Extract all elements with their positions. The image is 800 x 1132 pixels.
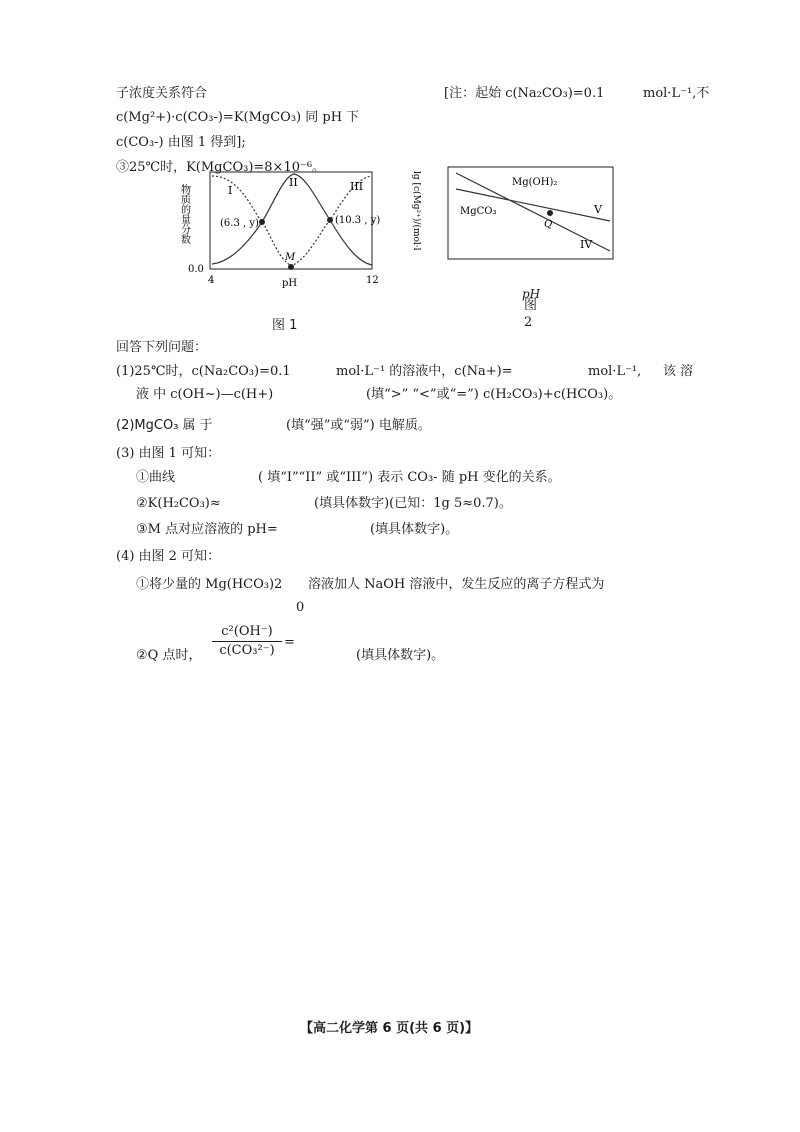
figure2-caption-2: 2: [524, 315, 533, 330]
q4-text: 溶液加人 NaOH 溶液中，发生反应的离子方程式为: [308, 577, 605, 592]
figure2-label-mgoh2: Mg(OH)₂: [512, 177, 558, 188]
note-text: [注：起始 c(Na₂CO₃)=0.1: [444, 86, 605, 101]
figure1-point-m: [288, 264, 294, 270]
q3-text: (填具体数字)。: [370, 522, 459, 537]
page-footer: 【高二化学第 6 页(共 6 页)】: [300, 1021, 479, 1036]
q3-text: ①曲线: [136, 470, 176, 485]
figure1-point-6.3: [259, 219, 265, 225]
q1-text: (填“>” “<”或“=”) c(H₂CO₃)+c(HCO₃)。: [366, 387, 622, 402]
q3-text: ③M 点对应溶液的 pH=: [136, 522, 278, 537]
figure2-caption-1: 图: [524, 298, 538, 313]
q1-text: mol·L⁻¹,: [588, 364, 642, 379]
figure2-xlabel: pH: [522, 287, 541, 301]
text-line: c(Mg²+)·c(CO₃-)=K(MgCO₃) 同 pH 下: [116, 110, 360, 125]
figure1-caption: 图 1: [272, 318, 298, 333]
q2-text: (填“强”或“弱”) 电解质。: [286, 418, 431, 433]
q4-text: ①将少量的 Mg(HCO₃)2: [136, 577, 283, 592]
fraction-numerator: c²(OH⁻): [221, 624, 273, 639]
figure1-label-iii: III: [350, 180, 364, 193]
q4-text: (填具体数字)。: [356, 648, 445, 663]
figure1-y-min: 0.0: [188, 264, 204, 275]
figure1-point-10.3: [327, 217, 333, 223]
q3-text: ( 填“I”“II” 或“III”) 表示 CO₃- 随 pH 变化的关系。: [258, 470, 561, 485]
figure1-chart: [170, 170, 390, 290]
q1-text: 液 中 c(OH~)—c(H+): [136, 387, 274, 402]
q1-text: (1)25℃时，c(Na₂CO₃)=0.1: [116, 364, 291, 379]
figure2-label-v: V: [594, 203, 602, 216]
q3-text: ②K(H₂CO₃)≈: [136, 496, 221, 511]
figure1-x-min: 4: [208, 275, 215, 286]
q2-text: (2)MgCO₃ 属 于: [116, 418, 213, 433]
fraction-equals: =: [284, 635, 295, 650]
figure1-label-ii: II: [289, 176, 298, 189]
figure2-ylabel: lg [c(Mg²⁺)/(mol·l: [411, 171, 421, 251]
figure1-point-label-m: M: [285, 252, 296, 263]
figure1-xlabel: pH: [282, 278, 298, 289]
q3-text: (填具体数字)(已知：1g 5≈0.7)。: [314, 496, 512, 511]
figure1-ylabel: 物质的量分数: [178, 184, 190, 244]
note-unit: mol·L⁻¹,不: [643, 86, 710, 101]
figure2-point-q: [547, 210, 553, 216]
figure2-label-iv: IV: [580, 238, 593, 251]
q3-intro: (3) 由图 1 可知：: [116, 446, 221, 461]
figure2-label-q: Q: [544, 219, 553, 230]
figure2-label-mgco3: MgCO₃: [460, 206, 497, 217]
figure1-x-max: 12: [366, 275, 379, 286]
figure1-point-label-2: (10.3 , y): [335, 215, 381, 226]
q1-text: mol·L⁻¹ 的溶液中，c(Na+)=: [336, 364, 513, 379]
q4-text: 0: [296, 600, 305, 615]
questions-intro: 回答下列问题：: [116, 340, 208, 355]
figure1-point-label-1: (6.3 , y): [220, 218, 259, 229]
fraction-expression: [212, 624, 282, 659]
q4-text: ②Q 点时，: [136, 648, 202, 663]
fraction-bar: [212, 641, 282, 642]
q1-text: 该 溶: [663, 364, 694, 379]
text-line: ③25℃时，K(MgCO₃)=8×10⁻⁶。: [116, 160, 326, 175]
figure1-label-i: I: [228, 184, 233, 197]
figure2-chart: [408, 165, 628, 290]
fraction-denominator: c(CO₃²⁻): [219, 643, 275, 658]
text-line: c(CO₃-) 由图 1 得到];: [116, 135, 246, 150]
q4-intro: (4) 由图 2 可知：: [116, 549, 221, 564]
text-line: 子浓度关系符合: [116, 86, 208, 101]
